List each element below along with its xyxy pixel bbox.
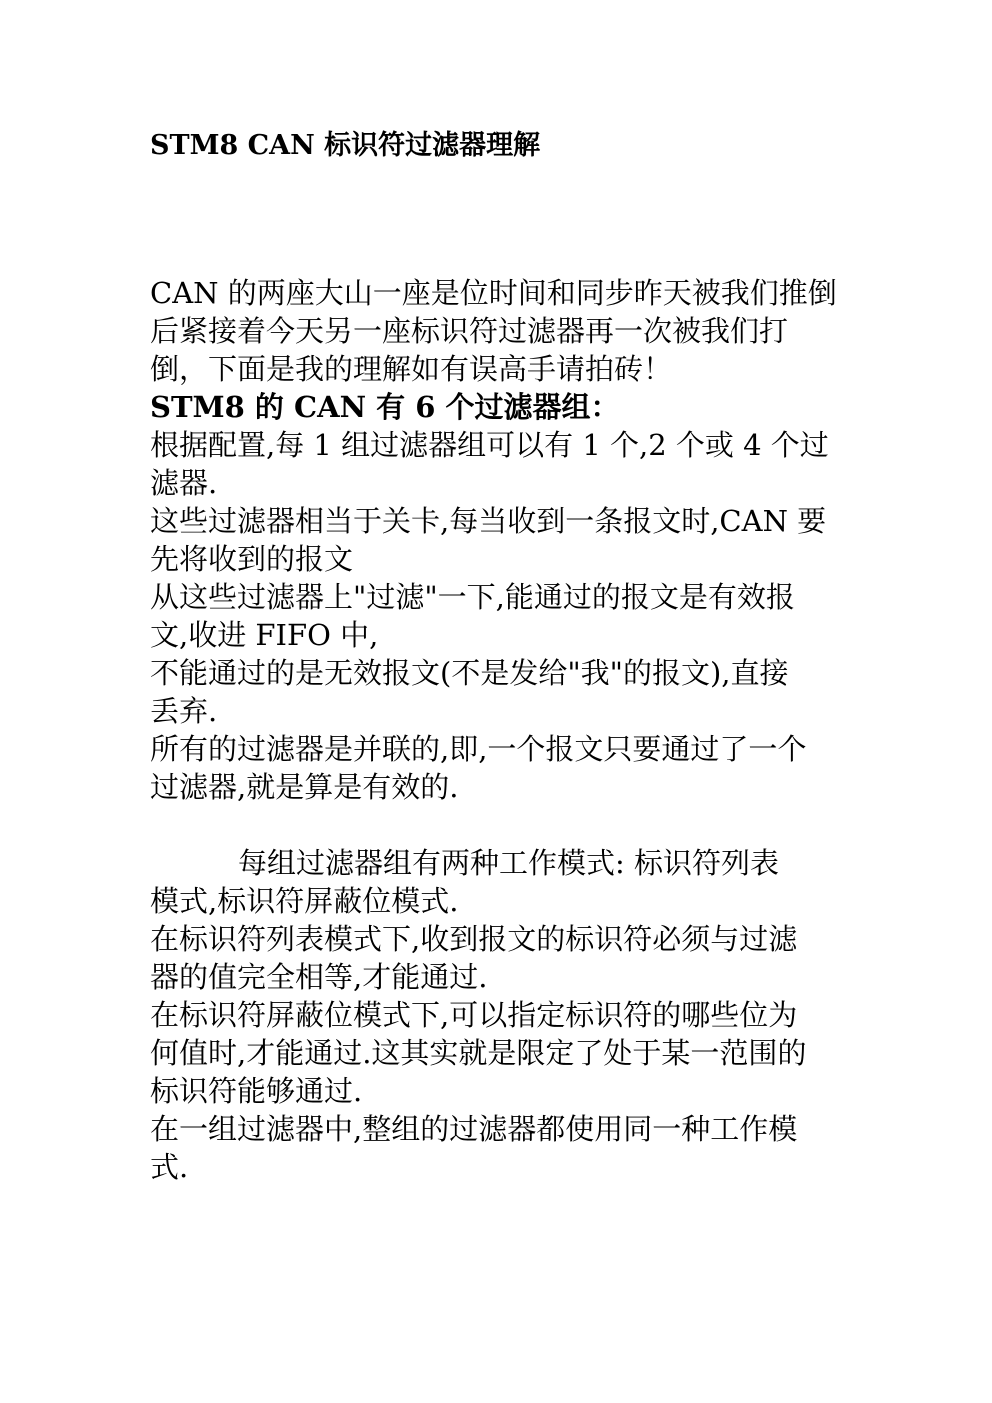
paragraph-line: 过滤器,就是算是有效的.	[150, 770, 459, 804]
paragraph-line: 模式,标识符屏蔽位模式.	[150, 884, 459, 918]
paragraph-line: 这些过滤器相当于关卡,每当收到一条报文时,CAN 要	[150, 504, 827, 538]
paragraph-line: 不能通过的是无效报文(不是发给"我"的报文),直接	[150, 656, 789, 690]
section-heading: STM8 的 CAN 有 6 个过滤器组：	[150, 390, 620, 424]
paragraph-line: 文,收进 FIFO 中,	[150, 618, 379, 652]
paragraph-line: 式.	[150, 1150, 189, 1184]
paragraph-line: 倒，下面是我的理解如有误高手请拍砖！	[150, 352, 673, 386]
paragraph-spacer	[150, 806, 850, 844]
paragraph-line: 每组过滤器组有两种工作模式: 标识符列表	[238, 846, 779, 880]
paragraph-line: 根据配置,每 1 组过滤器组可以有 1 个,2 个或 4 个过	[150, 428, 829, 462]
paragraph-line: 滤器.	[150, 466, 218, 500]
document-title: STM8 CAN 标识符过滤器理解	[150, 130, 541, 161]
paragraph-line: 先将收到的报文	[150, 542, 354, 576]
paragraph-line: 从这些过滤器上"过滤"一下,能通过的报文是有效报	[150, 580, 795, 614]
paragraph-line: 丢弃.	[150, 694, 218, 728]
paragraph-line: 所有的过滤器是并联的,即,一个报文只要通过了一个	[150, 732, 807, 766]
document-body	[150, 274, 850, 1186]
paragraph-line: CAN 的两座大山一座是位时间和同步昨天被我们推倒	[150, 276, 837, 310]
paragraph-line: 在一组过滤器中,整组的过滤器都使用同一种工作模	[150, 1112, 798, 1146]
paragraph-line: 标识符能够通过.	[150, 1074, 363, 1108]
paragraph-line: 何值时,才能通过.这其实就是限定了处于某一范围的	[150, 1036, 807, 1070]
paragraph-line: 器的值完全相等,才能通过.	[150, 960, 488, 994]
paragraph-line: 在标识符列表模式下,收到报文的标识符必须与过滤	[150, 922, 798, 956]
paragraph-line: 后紧接着今天另一座标识符过滤器再一次被我们打	[150, 314, 789, 348]
paragraph-line: 在标识符屏蔽位模式下,可以指定标识符的哪些位为	[150, 998, 798, 1032]
